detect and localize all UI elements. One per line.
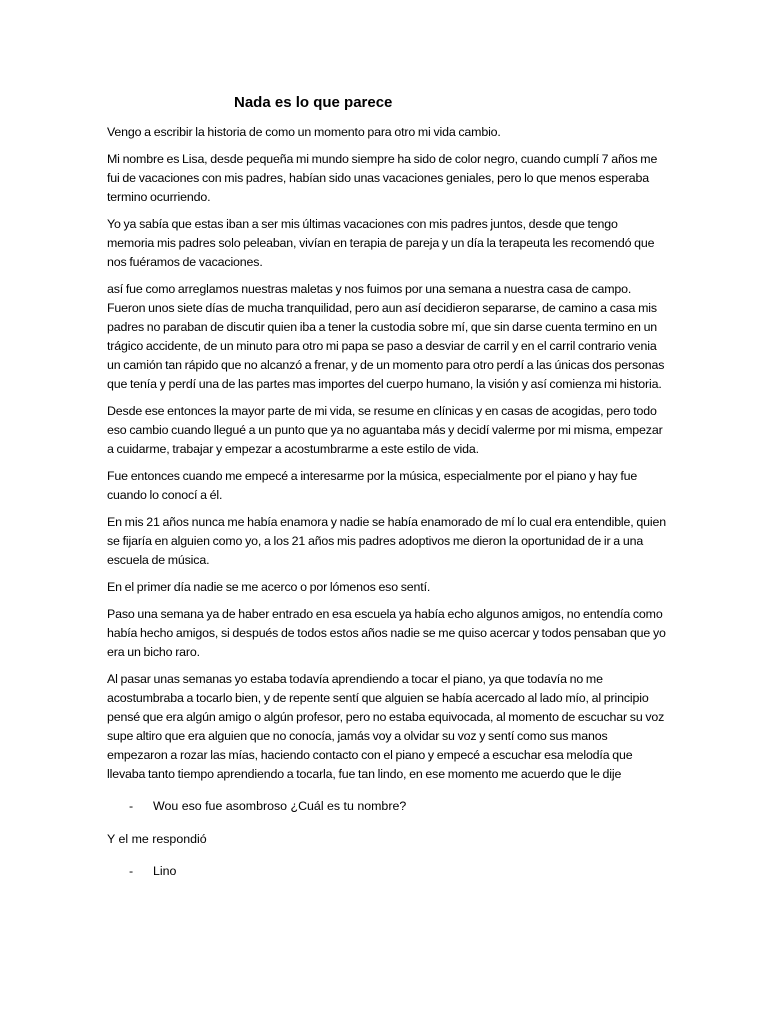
paragraph: Desde ese entonces la mayor parte de mi vida, se resume en clínicas y en casas de acogidas, pero todo eso cambio cuando llegué a un punto que ya no aguantaba más y decidí valerme por mi misma, empezar a cuidarme, trabajar y empezar a acostumbrarme a este estilo de vida.	[107, 404, 663, 456]
paragraph: Fue entonces cuando me empecé a interesarme por la música, especialmente por el piano y hay fue cuando lo conocí a él.	[107, 469, 638, 502]
paragraph: Yo ya sabía que estas iban a ser mis últimas vacaciones con mis padres juntos, desde que tengo memoria mis padres solo peleaban, vivían en terapia de pareja y un día la terapeuta les recomendó que nos fuéramos de vacaciones.	[107, 217, 655, 269]
paragraph: Vengo a escribir la historia de como un momento para otro mi vida cambio.	[107, 125, 501, 139]
dialogue-dash: -	[129, 864, 134, 878]
paragraph: Mi nombre es Lisa, desde pequeña mi mundo siempre ha sido de color negro, cuando cumplí 7 años me fui de vacaciones con mis padres, habían sido unas vacaciones geniales, pero lo que menos esperaba termino ocurriendo.	[107, 152, 658, 204]
dialogue-line	[129, 797, 667, 816]
paragraph: En mis 21 años nunca me había enamora y nadie se había enamorado de mí lo cual era entendible, quien se fijaría en alguien como yo, a los 21 años mis padres adoptivos me dieron la oportunidad de ir a una escuela de música.	[107, 515, 666, 567]
document-title: Nada es lo que parece	[234, 94, 393, 111]
document-page	[107, 92, 667, 895]
dialogue-text: Wou eso fue asombroso ¿Cuál es tu nombre?	[153, 799, 407, 813]
dialogue-dash: -	[129, 799, 134, 813]
dialogue-line	[129, 862, 667, 881]
paragraph: En el primer día nadie se me acerco o por lómenos eso sentí.	[107, 580, 431, 594]
paragraph: así fue como arreglamos nuestras maletas y nos fuimos por una semana a nuestra casa de campo. Fueron unos siete días de mucha tranquilidad, pero aun así decidieron separarse, de camino a casa mis padres no paraban de discutir quien iba a tener la custodia sobre mí, que sin darse cuenta termino en un trágico accidente, de un minuto para otro mi papa se paso a desviar de carril y en el carril contrario venia un camión tan rápido que no alcanzó a frenar, y de un momento para otro perdí a las únicas dos personas que tenía y perdí una de las partes mas importes del cuerpo humano, la visión y así comienza mi historia.	[107, 282, 665, 391]
dialogue-text: Lino	[153, 864, 177, 878]
narration-line: Y el me respondió	[107, 832, 207, 846]
paragraph: Paso una semana ya de haber entrado en esa escuela ya había echo algunos amigos, no entendía como había hecho amigos, si después de todos estos años nadie se me quiso acercar y todos pensaban que yo era un bicho raro.	[107, 607, 666, 659]
paragraph: Al pasar unas semanas yo estaba todavía aprendiendo a tocar el piano, ya que todavía no me acostumbraba a tocarlo bien, y de repente sentí que alguien se había acercado al lado mío, al principio pensé que era algún amigo o algún profesor, pero no estaba equivocada, al momento de escuchar su voz supe altiro que era alguien que no conocía, jamás voy a olvidar su voz y sentí como sus manos empezaron a rozar las mías, haciendo contacto con el piano y empecé a escuchar esa melodía que llevaba tanto tiempo aprendiendo a tocarla, fue tan lindo, en ese momento me acuerdo que le dije	[107, 672, 665, 781]
